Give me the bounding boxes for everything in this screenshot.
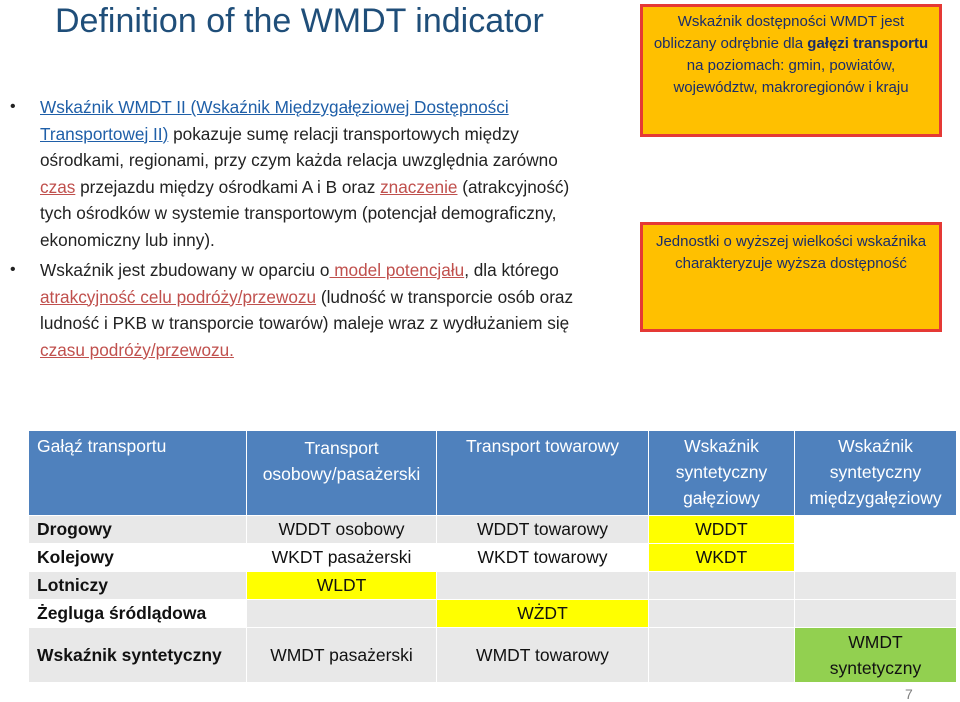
bullet-end-period: . bbox=[229, 339, 234, 360]
bullet-list bbox=[10, 94, 590, 367]
table-cell bbox=[649, 628, 795, 683]
bullet-text: (atrakcyjność) tych ośrodków w systemie transportowym (potencjał demograficzny, ekonomiczny lub inny). bbox=[40, 176, 570, 250]
page-title: Definition of the WMDT indicator bbox=[55, 2, 544, 40]
table-cell: WMDT syntetyczny bbox=[795, 628, 957, 683]
callout-bold-text: gałęzi transportu bbox=[807, 35, 929, 52]
bullet-intro-text: Wskaźnik WMDT II (Wskaźnik Międzygałęziowej Dostępności Transportowej II) bbox=[40, 97, 509, 144]
bullet-text: pokazuje sumę relacji transportowych między ośrodkami, regionami, przy czym każda relacja uwzględnia zarówno bbox=[40, 123, 558, 170]
row-label: Drogowy bbox=[29, 516, 247, 544]
link-atrakcyjnosc-celu[interactable]: atrakcyjność celu podróży/przewozu bbox=[40, 286, 317, 307]
table-cell: WKDT pasażerski bbox=[247, 544, 437, 572]
table-cell bbox=[247, 600, 437, 628]
column-header: Transport osobowy/pasażerski bbox=[247, 431, 437, 516]
table-row bbox=[29, 572, 957, 600]
table-cell: WKDT bbox=[649, 544, 795, 572]
row-label: Żegluga śródlądowa bbox=[29, 600, 247, 628]
table-cell bbox=[649, 572, 795, 600]
link-czas-podrozy[interactable]: czasu podróży/przewozu bbox=[40, 339, 230, 360]
table-cell: WDDT towarowy bbox=[437, 516, 649, 544]
table-cell: WDDT osobowy bbox=[247, 516, 437, 544]
table-row bbox=[29, 628, 957, 683]
table-header-row bbox=[29, 431, 957, 516]
callout-higher-accessibility: Jednostki o wyższej wielkości wskaźnika charakteryzuje wyższa dostępność bbox=[640, 222, 942, 332]
callout-text: Wskaźnik dostępności WMDT jest obliczany odrębnie dla bbox=[653, 13, 905, 52]
table-row bbox=[29, 544, 957, 572]
table-cell: WŻDT bbox=[437, 600, 649, 628]
callout-text: na poziomach: gmin, powiatów, województw, makroregionów i kraju bbox=[673, 57, 909, 96]
bullet-item-potential-model bbox=[10, 257, 590, 363]
table-cell bbox=[437, 572, 649, 600]
table-cell: WMDT pasażerski bbox=[247, 628, 437, 683]
table-cell bbox=[795, 544, 957, 572]
page-number: 7 bbox=[905, 686, 913, 702]
link-znaczenie[interactable]: znaczenie bbox=[380, 176, 458, 197]
column-header: Wskaźnik syntetyczny gałęziowy bbox=[649, 431, 795, 516]
bullet-dot-icon: • bbox=[10, 261, 16, 278]
table-cell: WDDT bbox=[649, 516, 795, 544]
column-header: Wskaźnik syntetyczny międzygałęziowy bbox=[795, 431, 957, 516]
link-czas[interactable]: czas bbox=[40, 176, 76, 197]
link-model-potencjalu[interactable]: model potencjału bbox=[329, 260, 465, 280]
column-header: Gałąź transportu bbox=[29, 431, 247, 516]
bullet-text: , dla którego bbox=[464, 260, 559, 280]
table-row bbox=[29, 600, 957, 628]
table-cell: WKDT towarowy bbox=[437, 544, 649, 572]
table-cell: WLDT bbox=[247, 572, 437, 600]
table-cell bbox=[649, 600, 795, 628]
indicator-table bbox=[28, 430, 956, 683]
table-cell bbox=[795, 516, 957, 544]
table-cell bbox=[795, 600, 957, 628]
row-label: Kolejowy bbox=[29, 544, 247, 572]
bullet-text: (ludność w transporcie osób oraz ludność i PKB w transporcie towarów) maleje wraz z wydłużaniem się bbox=[40, 286, 574, 333]
bullet-item-wmdt-definition bbox=[10, 94, 590, 253]
bullet-text: Wskaźnik jest zbudowany w oparciu o bbox=[40, 260, 330, 280]
table-cell: WMDT towarowy bbox=[437, 628, 649, 683]
row-label: Lotniczy bbox=[29, 572, 247, 600]
bullet-text: przejazdu między ośrodkami A i B oraz bbox=[75, 176, 381, 197]
column-header: Transport towarowy bbox=[437, 431, 649, 516]
bullet-dot-icon: • bbox=[10, 98, 16, 115]
table-cell bbox=[795, 572, 957, 600]
callout-calculation-levels bbox=[640, 4, 942, 137]
table-row bbox=[29, 516, 957, 544]
row-label: Wskaźnik syntetyczny bbox=[29, 628, 247, 683]
